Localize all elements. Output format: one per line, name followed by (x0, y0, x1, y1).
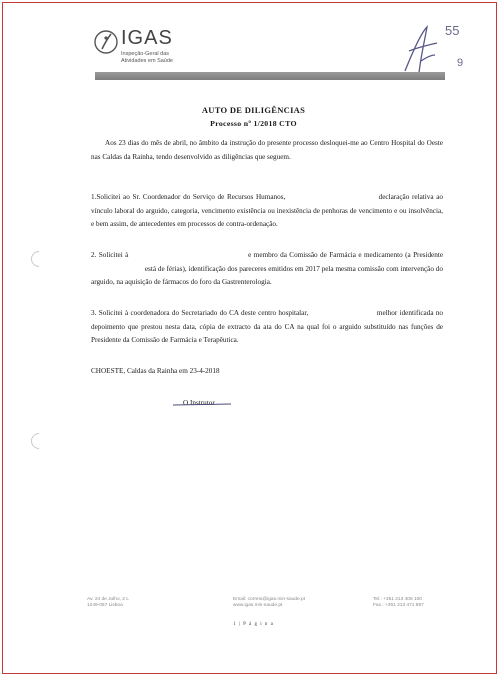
footer-address (87, 597, 129, 609)
paragraph-4 (91, 307, 443, 348)
logo-subtitle-line-2: Atividades em Saúde (121, 57, 173, 64)
margin-note-1: 55 (445, 23, 460, 38)
punch-hole-top (28, 248, 51, 271)
signature-label: O Instrutor (183, 399, 215, 407)
place-date-line: CHOESTE, Caldas da Rainha em 23-4-2018 (91, 367, 220, 375)
footer-phone (373, 597, 424, 609)
page-number: 1 | P á g i n a (233, 622, 274, 627)
footer-fax: Fax.: +351 213 471 897 (373, 603, 424, 608)
paragraph-3 (91, 249, 443, 290)
paragraph-4-start: 3. Solicitei à coordenadora do Secretariado do CA deste centro hospitalar, (91, 309, 309, 317)
paragraph-2-rest: declaração relativa ao vínculo laboral do arguido, categoria, vencimento existência ou inexistência de penhoras de vencimento e ou insolvência, e bem assim, de antecedentes em processos de contra-ordenação. (91, 193, 443, 228)
igas-logo-icon (93, 29, 119, 55)
paragraph-4-rest: melhor identificada no depoimento que prestou nesta data, cópia de extracto da ata do CA na qual foi o arguido substituído nas funções de Presidente da Comissão de Farmácia e Terapêutica. (91, 309, 444, 344)
margin-note-2: 9 (457, 57, 464, 69)
process-number: Processo nº 1/2018 CTO (210, 119, 297, 128)
footer-tel: Tel.: +351 213 408 100 (373, 597, 422, 602)
igas-logo (93, 25, 193, 69)
paragraph-3-rest: está de férias), identificação dos pareceres emitidos em 2017 pela mesma comissão com intervenção do arguido, na aquisição de fármacos do foro da Gastrenterologia. (91, 264, 443, 286)
header-rule (95, 72, 445, 80)
paragraph-3-middle: e membro da Comissão de Farmácia e medicamento (a Presidente (248, 251, 444, 259)
footer-address-line-2: 1249-057 Lisboa (87, 603, 123, 608)
footer-website: www.igas.min-saude.pt (233, 603, 283, 608)
document-title: AUTO DE DILIGÊNCIAS (201, 105, 306, 115)
punch-hole-bottom (28, 430, 51, 453)
paragraph-3-start: 2. Solicitei à (91, 251, 129, 259)
paragraph-1: Aos 23 dias do mês de abril, no âmbito da instrução do presente processo desloquei-me ao Centro Hospital do Oeste nas Caldas da Rainha, tendo desenvolvido as diligências que seguem. (91, 139, 443, 161)
paragraph-2-start: 1.Solicitei ao Sr. Coordenador do Serviço de Recursos Humanos, (91, 193, 286, 201)
footer-email: Email: correio@igas.min-saude.pt (233, 597, 306, 602)
footer-contact (233, 597, 305, 609)
document-page (2, 2, 497, 674)
logo-subtitle-line-1: Inspeção-Geral das (121, 51, 169, 57)
footer-address-line-1: Av. 24 de Julho, 2 L (87, 597, 129, 602)
logo-name: IGAS (121, 27, 173, 49)
logo-subtitle (121, 51, 191, 64)
paragraph-2 (91, 191, 443, 232)
